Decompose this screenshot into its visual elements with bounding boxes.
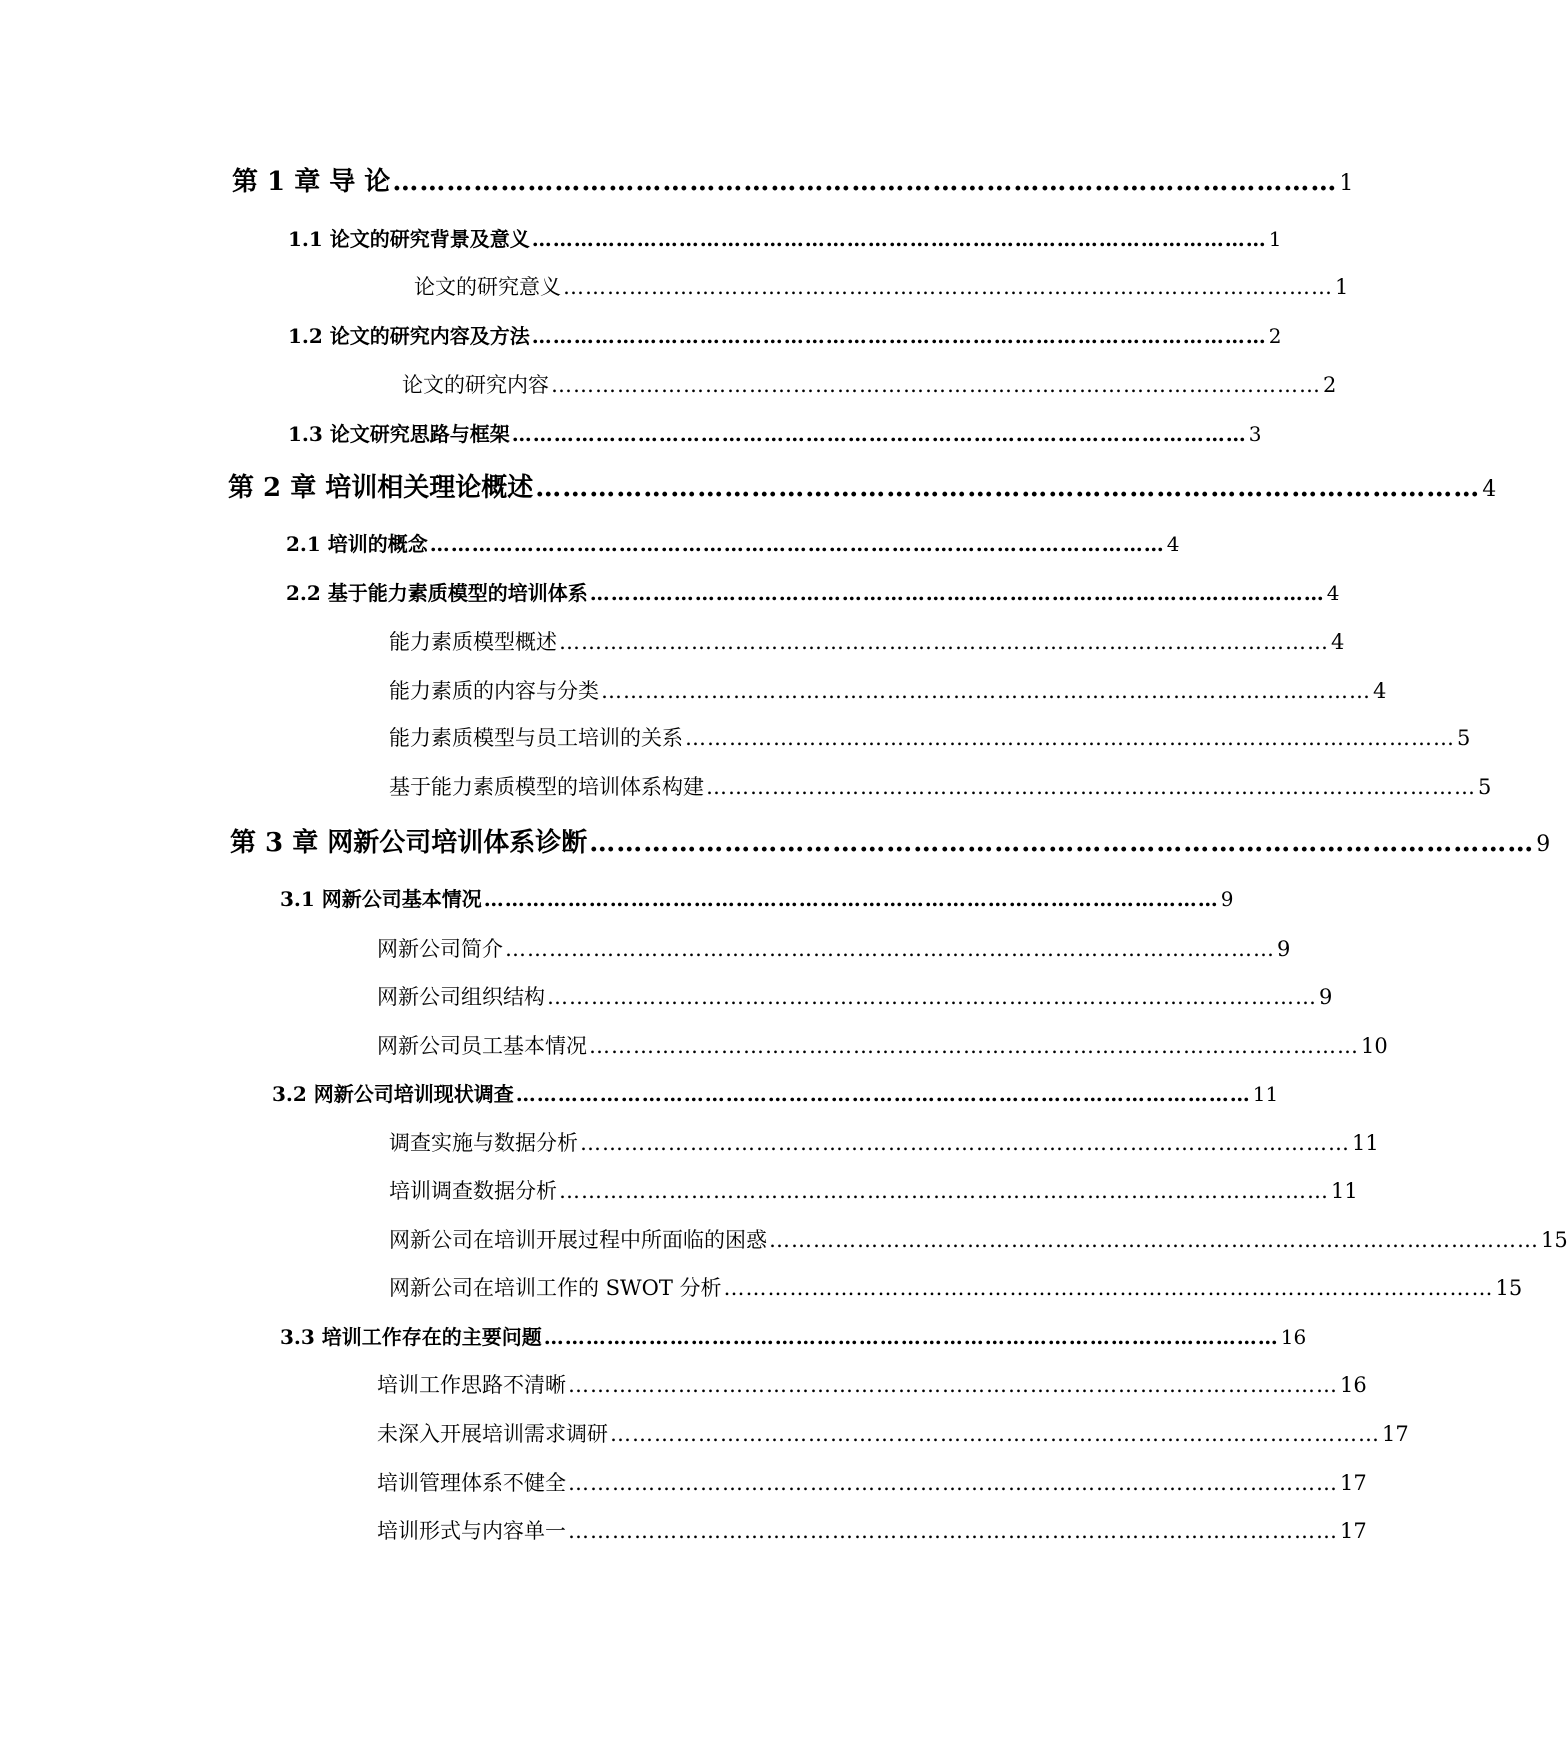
toc-entry-title: 1.2 论文的研究内容及方法 (288, 324, 530, 348)
dot-leader: …………………………………………………………………………………………… (511, 422, 1247, 446)
toc-entry[interactable] (286, 573, 1340, 613)
toc-entry[interactable] (389, 1268, 1523, 1308)
toc-entry-title: 网新公司简介 (377, 937, 503, 961)
toc-entry[interactable] (389, 1220, 1568, 1260)
toc-entry-title: 能力素质的内容与分类 (389, 679, 599, 703)
toc-entry[interactable] (389, 767, 1492, 807)
toc-entry[interactable] (389, 1123, 1379, 1163)
dot-leader: …………………………………………………………………………………………… (706, 775, 1476, 799)
toc-entry-page: 10 (1361, 1034, 1388, 1058)
toc-entry-title: 第 3 章 网新公司培训体系诊断 (230, 828, 588, 858)
toc-entry-page: 4 (1326, 581, 1340, 605)
toc-entry[interactable] (377, 1511, 1367, 1551)
toc-entry[interactable] (389, 718, 1471, 758)
dot-leader: …………………………………………………………………………………………… (610, 1422, 1380, 1446)
toc-entry[interactable] (288, 414, 1262, 454)
toc-entry[interactable] (280, 1317, 1307, 1357)
dot-leader: …………………………………………………………………………………………… (769, 1228, 1539, 1252)
dot-leader: …………………………………………………………………………………………… (589, 1034, 1359, 1058)
toc-entry-page: 9 (1319, 985, 1333, 1009)
dot-leader: …………………………………………………………………………………………… (535, 473, 1481, 503)
dot-leader: …………………………………………………………………………………………… (723, 1276, 1494, 1300)
toc-entry-title: 培训调查数据分析 (389, 1179, 557, 1203)
toc-entry[interactable] (377, 929, 1291, 969)
dot-leader: …………………………………………………………………………………………… (568, 1373, 1338, 1397)
toc-entry-page: 16 (1340, 1373, 1367, 1397)
dot-leader: …………………………………………………………………………………………… (429, 532, 1165, 556)
toc-entry-page: 9 (1536, 832, 1551, 857)
toc-entry[interactable] (288, 219, 1282, 259)
toc-entry-title: 能力素质模型概述 (389, 630, 557, 654)
toc-entry-page: 9 (1277, 937, 1291, 961)
toc-entry-page: 11 (1331, 1179, 1358, 1203)
toc-entry-title: 基于能力素质模型的培训体系构建 (389, 775, 704, 799)
toc-entry-page: 17 (1382, 1422, 1409, 1446)
dot-leader: …………………………………………………………………………………………… (559, 630, 1329, 654)
dot-leader: …………………………………………………………………………………………… (547, 985, 1317, 1009)
dot-leader: …………………………………………………………………………………………… (559, 1179, 1329, 1203)
toc-entry-title: 网新公司员工基本情况 (377, 1034, 587, 1058)
toc-entry-title: 论文的研究内容 (402, 373, 549, 397)
toc-entry[interactable] (389, 622, 1345, 662)
toc-entry[interactable] (402, 365, 1337, 405)
toc-entry-page: 15 (1495, 1276, 1523, 1300)
toc-entry[interactable] (389, 671, 1387, 711)
dot-leader: …………………………………………………………………………………………… (531, 227, 1267, 251)
toc-entry[interactable] (286, 524, 1180, 564)
toc-entry-title: 能力素质模型与员工培训的关系 (389, 726, 683, 750)
toc-entry-page: 17 (1340, 1519, 1367, 1543)
toc-entry-title: 培训形式与内容单一 (377, 1519, 566, 1543)
toc-entry[interactable] (288, 316, 1282, 356)
toc-entry[interactable] (377, 977, 1333, 1017)
toc-entry-title: 2.1 培训的概念 (286, 532, 428, 556)
toc-entry[interactable] (232, 162, 1354, 202)
toc-entry-title: 3.1 网新公司基本情况 (280, 887, 482, 911)
dot-leader: …………………………………………………………………………………………… (589, 581, 1325, 605)
toc-entry-page: 11 (1352, 1131, 1379, 1155)
toc-entry-page: 11 (1252, 1082, 1279, 1106)
toc-entry-page: 3 (1248, 422, 1262, 446)
toc-entry[interactable] (280, 879, 1234, 919)
toc-entry-title: 网新公司组织结构 (377, 985, 545, 1009)
dot-leader: …………………………………………………………………………………………… (589, 828, 1535, 858)
toc-entry-title: 第 2 章 培训相关理论概述 (228, 473, 534, 503)
toc-entry-title: 1.3 论文研究思路与框架 (288, 422, 510, 446)
toc-entry-page: 4 (1331, 630, 1345, 654)
dot-leader: …………………………………………………………………………………………… (568, 1519, 1338, 1543)
toc-entry-page: 4 (1166, 532, 1180, 556)
dot-leader: …………………………………………………………………………………………… (392, 167, 1338, 197)
toc-entry-title: 网新公司在培训工作的 SWOT 分析 (389, 1276, 722, 1300)
toc-entry-page: 5 (1457, 726, 1471, 750)
toc-entry-page: 2 (1268, 324, 1282, 348)
toc-entry[interactable] (230, 823, 1551, 863)
dot-leader: …………………………………………………………………………………………… (531, 324, 1267, 348)
toc-entry-page: 9 (1220, 887, 1234, 911)
toc-entry[interactable] (272, 1074, 1279, 1114)
toc-entry-page: 1 (1335, 275, 1349, 299)
dot-leader: …………………………………………………………………………………………… (483, 887, 1219, 911)
dot-leader: …………………………………………………………………………………………… (601, 679, 1371, 703)
toc-entry-title: 调查实施与数据分析 (389, 1131, 578, 1155)
dot-leader: …………………………………………………………………………………………… (568, 1471, 1338, 1495)
dot-leader: …………………………………………………………………………………………… (551, 373, 1321, 397)
toc-entry-page: 4 (1482, 477, 1497, 502)
toc-entry[interactable] (377, 1463, 1367, 1503)
toc-entry-title: 3.3 培训工作存在的主要问题 (280, 1325, 542, 1349)
toc-entry-page: 5 (1478, 775, 1492, 799)
toc-entry-page: 16 (1280, 1325, 1307, 1349)
toc-entry[interactable] (414, 267, 1349, 307)
toc-entry-page: 2 (1323, 373, 1337, 397)
toc-entry-page: 1 (1268, 227, 1282, 251)
toc-entry[interactable] (228, 468, 1497, 508)
toc-entry-title: 第 1 章 导 论 (232, 167, 391, 197)
dot-leader: …………………………………………………………………………………………… (515, 1082, 1251, 1106)
toc-entry-title: 网新公司在培训开展过程中所面临的困惑 (389, 1228, 767, 1252)
toc-entry-title: 2.2 基于能力素质模型的培训体系 (286, 581, 588, 605)
toc-entry-page: 15 (1541, 1228, 1568, 1252)
toc-entry-title: 3.2 网新公司培训现状调查 (272, 1082, 514, 1106)
toc-entry-title: 培训管理体系不健全 (377, 1471, 566, 1495)
toc-entry-title: 论文的研究意义 (414, 275, 561, 299)
toc-entry-title: 未深入开展培训需求调研 (377, 1422, 608, 1446)
toc-entry-title: 1.1 论文的研究背景及意义 (288, 227, 530, 251)
dot-leader: …………………………………………………………………………………………… (580, 1131, 1350, 1155)
dot-leader: …………………………………………………………………………………………… (563, 275, 1333, 299)
dot-leader: …………………………………………………………………………………………… (685, 726, 1455, 750)
toc-entry-page: 1 (1339, 171, 1354, 196)
toc-entry[interactable] (377, 1365, 1367, 1405)
dot-leader: …………………………………………………………………………………………… (505, 937, 1275, 961)
dot-leader: …………………………………………………………………………………………… (543, 1325, 1279, 1349)
toc-entry[interactable] (377, 1026, 1388, 1066)
toc-entry[interactable] (377, 1414, 1409, 1454)
toc-entry-page: 4 (1373, 679, 1387, 703)
toc-entry-title: 培训工作思路不清晰 (377, 1373, 566, 1397)
toc-entry[interactable] (389, 1171, 1358, 1211)
toc-entry-page: 17 (1340, 1471, 1367, 1495)
